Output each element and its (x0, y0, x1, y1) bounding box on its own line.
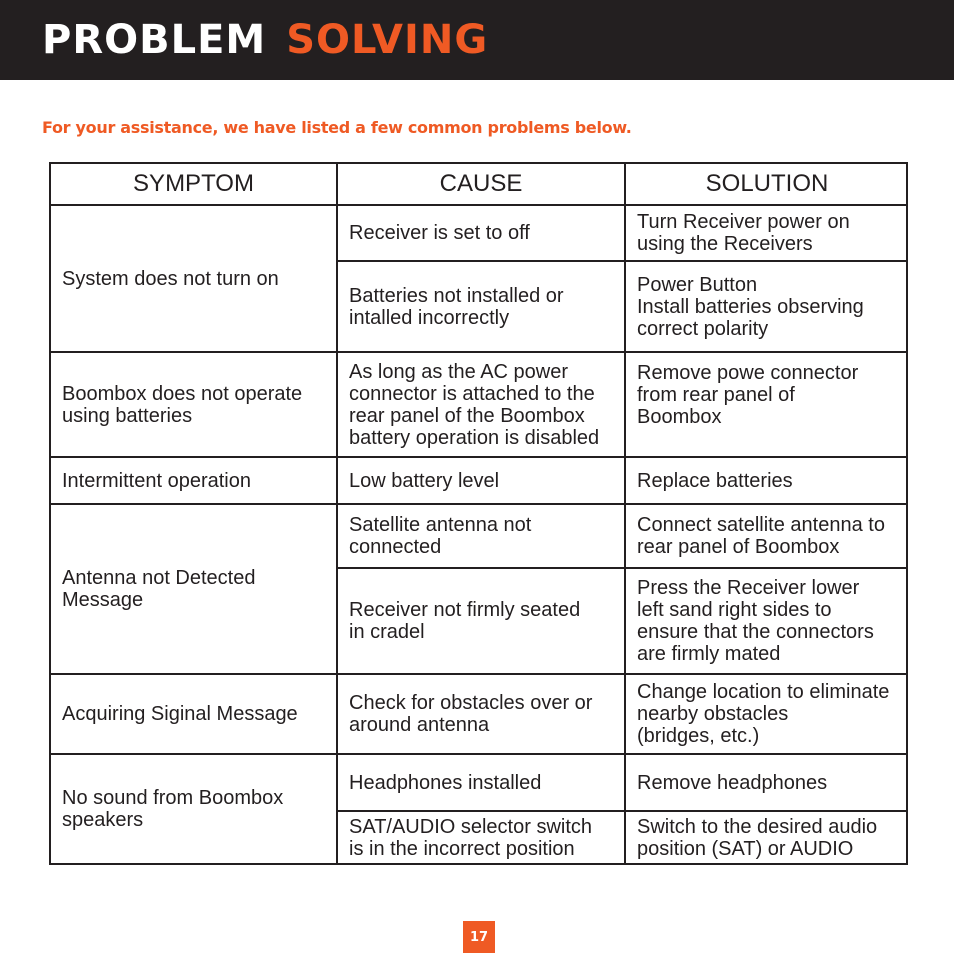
title-word-solving: SOLVING (286, 17, 489, 63)
problem-table (49, 162, 908, 865)
row-divider (338, 567, 906, 569)
solution-cell: Switch to the desired audio position (SAT) or AUDIO (637, 815, 878, 860)
column-divider (624, 164, 626, 863)
row-divider (338, 260, 906, 262)
solution-cell: Turn Receiver power on using the Receivers (637, 211, 850, 255)
column-divider (336, 164, 338, 863)
solution-cell: Press the Receiver lower left sand right sides to ensure that the connectors are firmly mated (637, 577, 874, 665)
header-solution: SOLUTION (705, 170, 829, 197)
cause-cell: As long as the AC power connector is attached to the rear panel of the Boombox battery operation is disabled (349, 360, 600, 449)
symptom-cell: System does not turn on (62, 267, 279, 290)
solution-cell: Remove headphones (637, 771, 828, 794)
row-divider (51, 204, 906, 206)
page-number: 17 (463, 921, 495, 953)
solution-cell: Change location to eliminate nearby obstacles (bridges, etc.) (637, 681, 890, 747)
symptom-cell: Intermittent operation (62, 469, 251, 492)
title-word-problem: PROBLEM (42, 17, 267, 63)
symptom-cell: No sound from Boombox speakers (62, 787, 284, 831)
header-bar (0, 0, 954, 80)
row-divider (51, 351, 906, 353)
cause-cell: Satellite antenna not connected (349, 514, 532, 558)
cause-cell: SAT/AUDIO selector switch is in the incorrect position (349, 815, 593, 860)
solution-cell: Power Button Install batteries observing correct polarity (637, 273, 864, 340)
row-divider (51, 753, 906, 755)
intro-text: For your assistance, we have listed a few common problems below. (42, 118, 632, 137)
row-divider (51, 456, 906, 458)
cause-cell: Receiver is set to off (349, 222, 530, 244)
row-divider (338, 810, 906, 812)
cause-cell: Low battery level (349, 469, 500, 492)
cause-cell: Headphones installed (349, 771, 542, 794)
solution-cell: Replace batteries (637, 469, 793, 492)
symptom-cell: Acquiring Siginal Message (62, 703, 298, 725)
cause-cell: Receiver not firmly seated in cradel (349, 599, 581, 643)
cause-cell: Batteries not installed or intalled incorrectly (349, 284, 564, 329)
symptom-cell: Boombox does not operate using batteries (62, 382, 303, 427)
symptom-cell: Antenna not Detected Message (62, 567, 256, 611)
row-divider (51, 673, 906, 675)
cause-cell: Check for obstacles over or around antenna (349, 692, 593, 736)
row-divider (51, 503, 906, 505)
page-title (42, 15, 488, 65)
solution-cell: Connect satellite antenna to rear panel of Boombox (637, 514, 885, 558)
header-symptom: SYMPTOM (133, 170, 254, 197)
solution-cell: Remove powe connector from rear panel of Boombox (637, 362, 859, 428)
header-cause: CAUSE (439, 170, 523, 197)
